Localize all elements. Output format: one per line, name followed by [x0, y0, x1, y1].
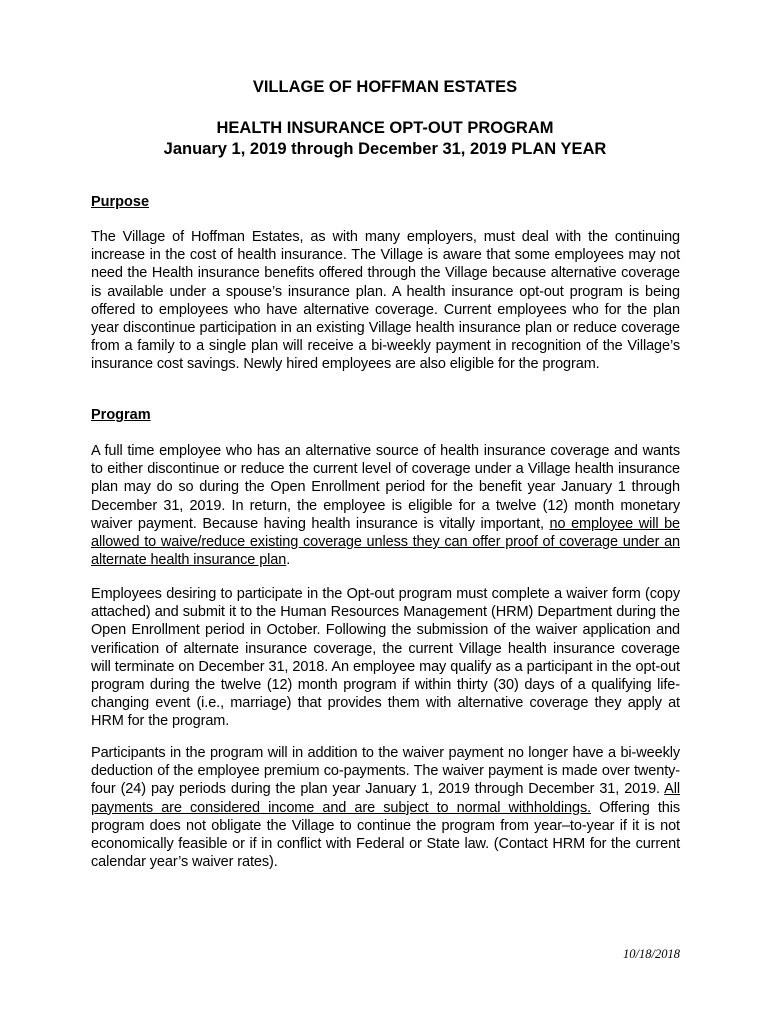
program-paragraph-2: Employees desiring to participate in the Opt-out program must complete a waiver form (copy attached) and submit it to the Human Resources Management (HRM) Department during the Open Enrollment period in October. Following the submission of the waiver application and verification of alternate insurance coverage, the current Village health insurance coverage will terminate on December 31, 2018. An employee may qualify as a participant in the opt-out program during the twelve (12) month program if within thirty (30) days of a qualifying life-changing event (i.e., marriage) that provides them with alternative coverage they apply at HRM for the program. [91, 586, 680, 730]
purpose-heading: Purpose [91, 194, 150, 210]
footer-date: 10/18/2018 [623, 947, 680, 961]
org-title: VILLAGE OF HOFFMAN ESTATES [252, 78, 518, 96]
program-paragraph-3 [91, 744, 680, 871]
program-paragraph-1-end: . [286, 552, 291, 569]
purpose-paragraph: The Village of Hoffman Estates, as with many employers, must deal with the continuing increase in the cost of health insurance. The Village is aware that some employees may not need the Health insurance benefits offered through the Village because alternative coverage is available under a spouse’s insurance plan. A health insurance opt-out program is being offered to employees who have alternative coverage. Current employees who for the plan year discontinue participation in an existing Village health insurance plan or reduce coverage from a family to a single plan will receive a bi-weekly payment in recognition of the Village’s insurance cost savings. Newly hired employees are also eligible for the program. [91, 229, 680, 373]
program-heading: Program [91, 407, 151, 423]
program-paragraph-1-underlined: no employee will be allowed to waive/reduce existing coverage unless they can offer proof of coverage under an alternate health insurance plan [91, 515, 680, 569]
program-paragraph-3-underlined: All payments are considered income and are subject to normal withholdings. [91, 781, 680, 816]
program-paragraph-3-text: Participants in the program will in addition to the waiver payment no longer have a bi-weekly deduction of the employee premium co-payments. The waiver payment is made over twenty-four (24) pay periods during the plan year January 1, 2019 through December 31, 2019. [91, 745, 680, 798]
program-paragraph-1-text: A full time employee who has an alternative source of health insurance coverage and wants to either discontinue or reduce the current level of coverage under a Village health insurance plan may do so during the Open Enrollment period for the benefit year January 1 through December 31, 2019. In return, the employee is eligible for a twelve (12) month monetary waiver payment. Because having health insurance is vitally important, [91, 443, 680, 532]
plan-year-title: January 1, 2019 through December 31, 2019 PLAN YEAR [163, 140, 607, 158]
program-title: HEALTH INSURANCE OPT-OUT PROGRAM [216, 119, 554, 137]
program-paragraph-3-end: Offering this program does not obligate the Village to continue the program from year–to-year if it is not economically feasible or if in conflict with Federal or State law. (Contact HRM for the current calendar year’s waiver rates). [91, 799, 680, 871]
program-paragraph-1 [91, 442, 680, 569]
